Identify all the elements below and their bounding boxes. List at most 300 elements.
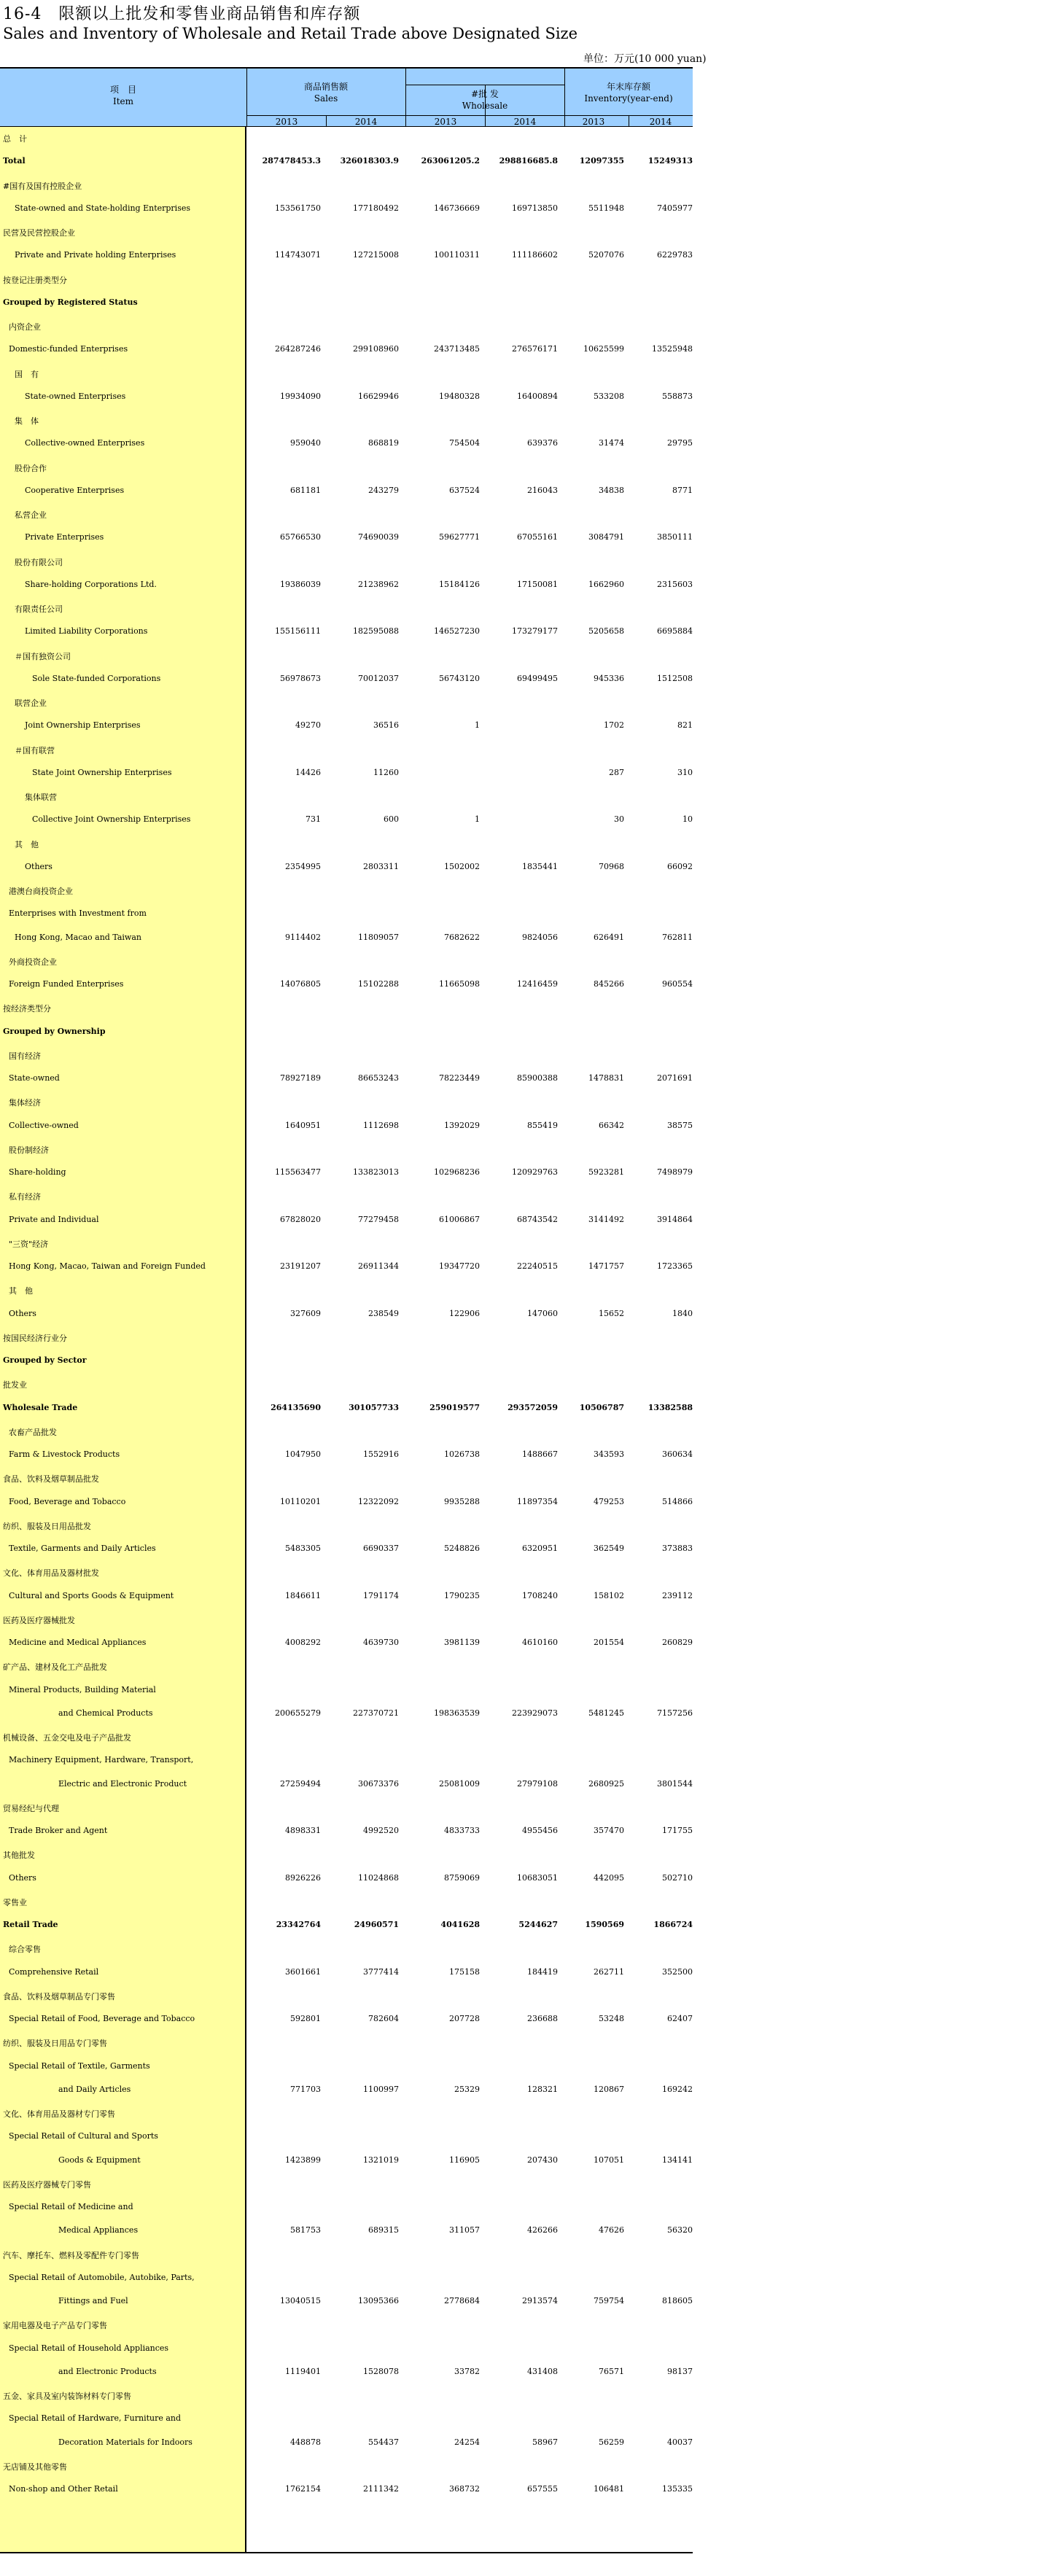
table-row <box>0 1703 693 1726</box>
row-label: 其 他 <box>15 839 39 849</box>
table-title-chinese: 16-4 限额以上批发和零售业商品销售和库存额 <box>3 5 361 23</box>
value-cell: 59627771 <box>439 532 480 542</box>
value-cell: 1321019 <box>363 2155 399 2165</box>
row-label: Special Retail of Automobile, Autobike, Parts, <box>9 2272 195 2282</box>
value-cell: 66092 <box>667 861 693 871</box>
table-row <box>0 715 693 738</box>
inventory-header-cn: 年末库存额 <box>606 82 650 92</box>
value-cell: 1662960 <box>588 579 624 589</box>
row-label: Special Retail of Medicine and <box>9 2202 133 2211</box>
value-cell: 86653243 <box>358 1073 399 1083</box>
value-cell: 259019577 <box>429 1402 480 1412</box>
table-row <box>0 2102 693 2125</box>
value-cell: 146736669 <box>434 203 480 213</box>
value-cell: 1 <box>475 720 480 731</box>
value-cell: 169713850 <box>512 203 558 213</box>
table-row <box>0 1820 693 1843</box>
value-cell: 19386039 <box>280 579 321 589</box>
value-cell: 2778684 <box>444 2296 480 2305</box>
value-cell: 147060 <box>527 1308 558 1318</box>
table-row <box>0 221 693 244</box>
table-row <box>0 833 693 856</box>
value-cell: 4992520 <box>363 1826 399 1835</box>
value-cell: 360634 <box>662 1450 693 1459</box>
value-cell: 5207076 <box>588 250 624 260</box>
row-label: 私有经济 <box>9 1192 41 1202</box>
row-label: Retail Trade <box>3 1920 58 1929</box>
value-cell: 201554 <box>594 1638 624 1647</box>
value-cell: 426266 <box>527 2225 558 2235</box>
value-cell: 47626 <box>599 2225 624 2235</box>
value-cell: 200655279 <box>275 1708 321 1718</box>
row-label: 食品、饮料及烟草制品批发 <box>3 1474 99 1484</box>
row-label: Private and Individual <box>9 1214 99 1224</box>
value-cell: 133823013 <box>353 1167 399 1177</box>
row-label: 股份合作 <box>15 463 47 473</box>
table-row <box>0 2196 693 2219</box>
value-cell: 22240515 <box>517 1261 558 1271</box>
table-row <box>0 1491 693 1514</box>
sales-header-cn: 商品销售额 <box>303 82 348 92</box>
value-cell: 34838 <box>599 485 624 495</box>
value-cell: 6690337 <box>363 1544 399 1553</box>
item-header-en: Item <box>112 96 134 106</box>
row-label: 农畜产品批发 <box>9 1427 57 1437</box>
value-cell: 14426 <box>295 767 321 777</box>
value-cell: 3141492 <box>588 1214 624 1224</box>
row-label: 批发业 <box>3 1380 27 1390</box>
value-cell: 239112 <box>662 1590 693 1600</box>
row-label: 医药及医疗器械批发 <box>3 1615 75 1625</box>
value-cell: 10110201 <box>280 1496 321 1506</box>
table-row <box>0 1867 693 1891</box>
value-cell: 49270 <box>295 720 321 731</box>
table-row <box>0 2149 693 2173</box>
row-label: Electric and Electronic Product <box>58 1778 187 1789</box>
value-cell: 352500 <box>662 1966 693 1977</box>
value-cell: 177180492 <box>353 203 399 213</box>
value-cell: 431408 <box>527 2366 558 2376</box>
value-cell: 2354995 <box>285 861 321 871</box>
value-cell: 754504 <box>449 438 480 448</box>
value-cell: 207430 <box>527 2155 558 2165</box>
row-label: 按登记注册类型分 <box>3 275 67 285</box>
table-row <box>0 503 693 526</box>
value-cell: 36516 <box>373 720 399 731</box>
year-header: 2013 <box>434 117 457 127</box>
value-cell: 17150081 <box>517 579 558 589</box>
row-label: 国 有 <box>15 369 39 379</box>
value-cell: 639376 <box>527 438 558 448</box>
row-label: Domestic-funded Enterprises <box>9 344 128 354</box>
value-cell: 111186602 <box>512 250 558 260</box>
row-label: Others <box>9 1872 36 1883</box>
value-cell: 10506787 <box>579 1402 624 1412</box>
value-cell: 4833733 <box>444 1826 480 1835</box>
row-label: 纺织、服装及日用品专门零售 <box>3 2039 107 2049</box>
table-bottom-rule <box>0 2552 693 2553</box>
value-cell: 1423899 <box>285 2155 321 2165</box>
row-label: "三资"经济 <box>9 1239 49 1249</box>
table-row <box>0 315 693 338</box>
value-cell: 1392029 <box>444 1120 480 1130</box>
value-cell: 25329 <box>454 2084 480 2094</box>
value-cell: 731 <box>306 814 321 825</box>
row-label: 家用电器及电子产品专门零售 <box>3 2321 107 2331</box>
row-label: Farm & Livestock Products <box>9 1450 120 1459</box>
row-label: Fittings and Fuel <box>58 2296 128 2305</box>
table-row <box>0 1115 693 1138</box>
value-cell: 10 <box>682 814 693 825</box>
table-row <box>0 244 693 268</box>
inventory-header-en: Inventory(year-end) <box>584 93 673 104</box>
table-row <box>0 2455 693 2478</box>
row-label: 集体经济 <box>9 1098 41 1108</box>
value-cell: 5511948 <box>588 203 624 213</box>
table-row <box>0 268 693 292</box>
table-row <box>0 1585 693 1608</box>
table-row <box>0 1891 693 1914</box>
table-row <box>0 1209 693 1232</box>
value-cell: 13040515 <box>280 2296 321 2305</box>
row-label: Sole State-funded Corporations <box>32 673 161 683</box>
value-cell: 298816685.8 <box>499 156 558 166</box>
row-label: 文化、体育用品及器材专门零售 <box>3 2109 115 2119</box>
value-cell: 5481245 <box>588 1708 624 1718</box>
table-row <box>0 1561 693 1584</box>
table-row <box>0 785 693 809</box>
value-cell: 600 <box>384 814 399 825</box>
value-cell: 1791174 <box>363 1590 399 1600</box>
table-row <box>0 127 693 150</box>
table-row <box>0 1985 693 2008</box>
row-label: Collective-owned Enterprises <box>25 438 145 448</box>
value-cell: 5923281 <box>588 1167 624 1177</box>
value-cell: 19347720 <box>439 1261 480 1271</box>
value-cell: 3850111 <box>657 532 693 542</box>
value-cell: 127215008 <box>353 250 399 260</box>
row-label: 联营企业 <box>15 699 47 708</box>
table-row <box>0 1538 693 1561</box>
value-cell: 13382588 <box>648 1402 693 1412</box>
value-cell: 11260 <box>373 767 399 777</box>
value-cell: 626491 <box>594 932 624 942</box>
row-label: Cooperative Enterprises <box>25 485 125 495</box>
value-cell: 4041628 <box>440 1920 480 1929</box>
value-cell: 6320951 <box>522 1544 558 1553</box>
table-row <box>0 362 693 386</box>
value-cell: 3777414 <box>363 1966 399 1977</box>
value-cell: 115563477 <box>275 1167 321 1177</box>
sales-header-en: Sales <box>314 93 338 104</box>
value-cell: 120929763 <box>512 1167 558 1177</box>
value-cell: 1100997 <box>363 2084 399 2094</box>
value-cell: 533208 <box>594 391 624 401</box>
value-cell: 102968236 <box>434 1167 480 1177</box>
value-cell: 1708240 <box>522 1590 558 1600</box>
value-cell: 56743120 <box>439 673 480 683</box>
value-cell: 4898331 <box>285 1826 321 1835</box>
value-cell: 15184126 <box>439 579 480 589</box>
value-cell: 260829 <box>662 1638 693 1647</box>
table-row <box>0 1303 693 1326</box>
row-label: Special Retail of Cultural and Sports <box>9 2131 158 2141</box>
value-cell: 238549 <box>368 1308 399 1318</box>
table-row <box>0 1773 693 1797</box>
value-cell: 53248 <box>599 2014 624 2023</box>
value-cell: 30 <box>614 814 624 825</box>
row-label: 综合零售 <box>9 1945 41 1955</box>
table-row <box>0 1067 693 1091</box>
row-label: Grouped by Registered Status <box>3 297 138 307</box>
value-cell: 1840 <box>672 1308 693 1318</box>
row-label: 有限责任公司 <box>15 604 63 614</box>
value-cell: 681181 <box>290 485 321 495</box>
value-cell: 69499495 <box>517 673 558 683</box>
table-row <box>0 2314 693 2337</box>
value-cell: 7682622 <box>444 932 480 942</box>
row-label: 外商投资企业 <box>9 957 57 967</box>
value-cell: 1866724 <box>653 1920 693 1929</box>
value-cell: 9824056 <box>522 932 558 942</box>
year-header: 2014 <box>513 117 537 127</box>
row-label: #国有及国有控股企业 <box>3 181 82 191</box>
row-label: Medical Appliances <box>58 2225 139 2235</box>
value-cell: 100110311 <box>434 250 480 260</box>
row-label: 国有经济 <box>9 1051 41 1061</box>
row-label: 零售业 <box>3 1897 27 1907</box>
table-row <box>0 574 693 597</box>
row-label: 其 他 <box>9 1286 33 1296</box>
row-label: Hong Kong, Macao and Taiwan <box>15 932 141 942</box>
value-cell: 1478831 <box>588 1073 624 1083</box>
value-cell: 821 <box>677 720 693 731</box>
value-cell: 310 <box>677 767 693 777</box>
table-row <box>0 856 693 879</box>
table-row <box>0 2031 693 2055</box>
table-row <box>0 1161 693 1185</box>
row-label: 纺织、服装及日用品批发 <box>3 1521 91 1531</box>
row-label: 民营及民营控股企业 <box>3 228 75 238</box>
row-label: Grouped by Sector <box>3 1355 87 1365</box>
value-cell: 1590569 <box>585 1920 624 1929</box>
value-cell: 122906 <box>449 1308 480 1318</box>
value-cell: 1528078 <box>363 2366 399 2376</box>
value-cell: 293572059 <box>508 1402 558 1412</box>
value-cell: 236688 <box>527 2014 558 2023</box>
table-row <box>0 1961 693 1985</box>
row-label: Others <box>9 1308 36 1318</box>
table-row <box>0 174 693 198</box>
value-cell: 10625599 <box>583 344 624 354</box>
table-row <box>0 1843 693 1867</box>
value-cell: 67828020 <box>280 1214 321 1224</box>
value-cell: 442095 <box>594 1872 624 1883</box>
value-cell: 175158 <box>449 1966 480 1977</box>
value-cell: 19480328 <box>439 391 480 401</box>
value-cell: 153561750 <box>275 203 321 213</box>
table-row <box>0 292 693 315</box>
value-cell: 15102288 <box>358 979 399 989</box>
value-cell: 13525948 <box>652 344 693 354</box>
value-cell: 581753 <box>290 2225 321 2235</box>
value-cell: 1512508 <box>657 673 693 683</box>
value-cell: 58967 <box>532 2437 558 2447</box>
value-cell: 15249313 <box>648 156 693 166</box>
row-label: Collective-owned <box>9 1120 79 1130</box>
value-cell: 114743071 <box>275 250 321 260</box>
value-cell: 16629946 <box>358 391 399 401</box>
value-cell: 56259 <box>599 2437 624 2447</box>
value-cell: 264135690 <box>271 1402 321 1412</box>
value-cell: 70968 <box>599 861 624 871</box>
value-cell: 5483305 <box>285 1544 321 1553</box>
value-cell: 182595088 <box>353 626 399 637</box>
row-label: Special Retail of Hardware, Furniture and <box>9 2413 182 2424</box>
row-label: Trade Broker and Agent <box>9 1826 108 1835</box>
value-cell: 169242 <box>662 2084 693 2094</box>
value-cell: 311057 <box>449 2225 480 2235</box>
value-cell: 11024868 <box>358 1872 399 1883</box>
value-cell: 61006867 <box>439 1214 480 1224</box>
value-cell: 8926226 <box>285 1872 321 1883</box>
table-row <box>0 1350 693 1373</box>
value-cell: 1488667 <box>522 1450 558 1459</box>
value-cell: 106481 <box>594 2484 624 2494</box>
row-label: 总 计 <box>3 134 27 144</box>
value-cell: 30673376 <box>358 1778 399 1789</box>
row-label: State Joint Ownership Enterprises <box>32 767 172 777</box>
table-row <box>0 2173 693 2196</box>
value-cell: 8771 <box>672 485 693 495</box>
table-row <box>0 480 693 503</box>
value-cell: 135335 <box>662 2484 693 2494</box>
value-cell: 107051 <box>594 2155 624 2165</box>
row-label: 按经济类型分 <box>3 1004 51 1014</box>
value-cell: 11809057 <box>358 932 399 942</box>
value-cell: 11897354 <box>517 1496 558 1506</box>
value-cell: 27259494 <box>280 1778 321 1789</box>
value-cell: 120867 <box>594 2084 624 2094</box>
row-label: Collective Joint Ownership Enterprises <box>32 814 191 825</box>
year-header: 2014 <box>649 117 672 127</box>
row-label: State-owned and State-holding Enterprises <box>15 203 191 213</box>
row-label: Special Retail of Textile, Garments <box>9 2061 150 2071</box>
value-cell: 128321 <box>527 2084 558 2094</box>
value-cell: 184419 <box>527 1966 558 1977</box>
value-cell: 287 <box>609 767 624 777</box>
value-cell: 762811 <box>662 932 693 942</box>
table-row <box>0 2244 693 2267</box>
value-cell: 12097355 <box>579 156 624 166</box>
row-label: 无店铺及其他零售 <box>3 2462 67 2472</box>
row-label: 汽车、摩托车、燃料及零配件专门零售 <box>3 2250 139 2260</box>
value-cell: 1702 <box>604 720 624 731</box>
row-label: 其他批发 <box>3 1851 35 1861</box>
value-cell: 9935288 <box>444 1496 480 1506</box>
row-label: 机械设备、五金交电及电子产品批发 <box>3 1733 131 1743</box>
row-label: Mineral Products, Building Material <box>9 1684 156 1694</box>
row-label: Others <box>25 861 52 871</box>
row-label: Joint Ownership Enterprises <box>25 720 141 731</box>
value-cell: 227370721 <box>353 1708 399 1718</box>
row-label: Private and Private holding Enterprises <box>15 250 176 260</box>
row-label: Hong Kong, Macao, Taiwan and Foreign Funded <box>9 1261 206 1271</box>
value-cell: 1502002 <box>444 861 480 871</box>
table-row <box>0 620 693 644</box>
value-cell: 23191207 <box>280 1261 321 1271</box>
value-cell: 2111342 <box>363 2484 399 2494</box>
value-cell: 1762154 <box>285 2484 321 2494</box>
value-cell: 19934090 <box>280 391 321 401</box>
row-label: Wholesale Trade <box>3 1402 78 1412</box>
row-label: State-owned Enterprises <box>25 391 126 401</box>
row-label: 集体联营 <box>25 793 57 802</box>
row-label: 医药及医疗器械专门零售 <box>3 2179 91 2190</box>
table-row <box>0 1420 693 1444</box>
table-row <box>0 1608 693 1632</box>
table-body <box>0 127 693 2502</box>
table-row <box>0 526 693 550</box>
value-cell: 62407 <box>667 2014 693 2023</box>
row-label: Textile, Garments and Daily Articles <box>9 1544 156 1553</box>
value-cell: 287478453.3 <box>262 156 321 166</box>
value-cell: 146527230 <box>434 626 480 637</box>
value-cell: 116905 <box>449 2155 480 2165</box>
value-cell: 2913574 <box>522 2296 558 2305</box>
row-label: 私营企业 <box>15 510 47 520</box>
value-cell: 15652 <box>599 1308 624 1318</box>
value-cell: 21238962 <box>358 579 399 589</box>
wholesale-header-cn: #批 发 <box>471 89 499 99</box>
value-cell: 5244627 <box>518 1920 558 1929</box>
row-label: Cultural and Sports Goods & Equipment <box>9 1590 174 1600</box>
table-row <box>0 927 693 950</box>
value-cell: 173279177 <box>512 626 558 637</box>
row-label: 按国民经济行业分 <box>3 1333 67 1343</box>
table-row <box>0 973 693 997</box>
value-cell: 56320 <box>667 2225 693 2235</box>
value-cell: 689315 <box>368 2225 399 2235</box>
table-row <box>0 2125 693 2149</box>
year-header: 2013 <box>275 117 298 127</box>
value-cell: 1119401 <box>285 2366 321 2376</box>
table-row <box>0 2432 693 2455</box>
value-cell: 74690039 <box>358 532 399 542</box>
table-row <box>0 903 693 926</box>
row-label: Foreign Funded Enterprises <box>9 979 124 989</box>
row-label: 五金、家具及室内装饰材料专门零售 <box>3 2392 131 2401</box>
table-row <box>0 2478 693 2502</box>
value-cell: 68743542 <box>517 1214 558 1224</box>
value-cell: 67055161 <box>517 532 558 542</box>
value-cell: 77279458 <box>358 1214 399 1224</box>
table-row <box>0 645 693 668</box>
value-cell: 40037 <box>667 2437 693 2447</box>
table-row <box>0 432 693 456</box>
value-cell: 31474 <box>599 438 624 448</box>
table-title-english: Sales and Inventory of Wholesale and Retail Trade above Designated Size <box>3 25 578 42</box>
value-cell: 262711 <box>594 1966 624 1977</box>
table-row <box>0 2079 693 2102</box>
value-cell: 1835441 <box>522 861 558 871</box>
value-cell: 2680925 <box>588 1778 624 1789</box>
value-cell: 171755 <box>662 1826 693 1835</box>
table-row <box>0 1749 693 1773</box>
value-cell: 216043 <box>527 485 558 495</box>
value-cell: 223929073 <box>512 1708 558 1718</box>
value-cell: 66342 <box>599 1120 624 1130</box>
